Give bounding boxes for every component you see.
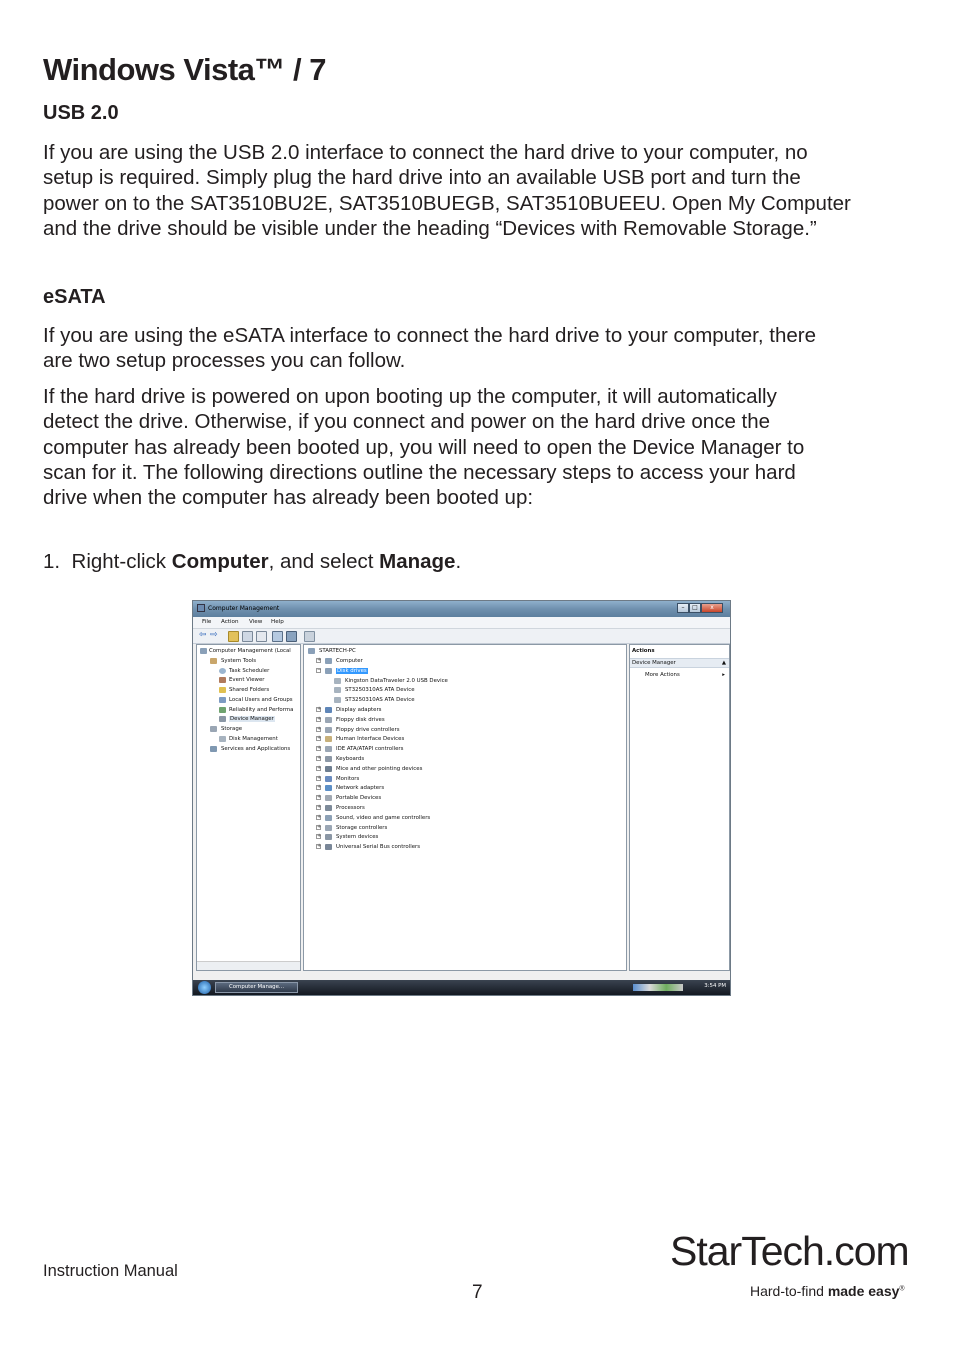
console-tree-pane (196, 644, 301, 971)
device-label: Floppy drive controllers (336, 726, 400, 733)
menu-file[interactable]: File (202, 619, 212, 625)
expand-icon[interactable]: + (317, 823, 322, 830)
menu-bar (193, 617, 730, 629)
close-icon[interactable]: x (701, 603, 723, 613)
page-heading: Windows Vista™ / 7 (43, 52, 326, 87)
expand-icon[interactable]: + (317, 735, 322, 742)
text-line: If you are using the eSATA interface to connect the hard drive to your computer, there (43, 324, 816, 347)
text-line: detect the drive. Otherwise, if you connect and power on the hard drive once the (43, 410, 771, 434)
device-category[interactable] (316, 765, 422, 773)
actions-section[interactable]: Device Manager ▲ (630, 658, 729, 668)
step-number: 1. (43, 550, 61, 573)
text-line: If you are using the USB 2.0 interface to connect the hard drive to your computer, no (43, 141, 808, 164)
device-icon (325, 844, 332, 850)
actions-pane (629, 644, 730, 971)
app-icon (197, 604, 205, 612)
device-category[interactable] (316, 706, 382, 714)
device-icon (325, 668, 332, 674)
device-category[interactable] (316, 804, 365, 812)
disk-management-icon (219, 736, 226, 742)
device-category[interactable] (316, 824, 387, 832)
expand-icon[interactable]: + (317, 764, 322, 771)
collapse-icon[interactable]: − (317, 666, 322, 673)
usb-section-title: USB 2.0 (43, 102, 119, 124)
expand-icon[interactable]: + (317, 725, 322, 732)
device-label: Sound, video and game controllers (336, 814, 431, 821)
expand-icon[interactable]: + (317, 715, 322, 722)
text-line: If the hard drive is powered on upon booting up the computer, it will automatically (43, 385, 777, 408)
device-category[interactable] (316, 833, 378, 841)
tray-icons[interactable] (633, 984, 683, 991)
tree-item[interactable]: Shared Folders (213, 686, 269, 694)
usb-paragraph (43, 140, 913, 241)
device-label: System devices (336, 834, 379, 841)
device-label: ST3250310AS ATA Device (345, 687, 415, 694)
expand-icon[interactable]: + (317, 755, 322, 761)
footer-manual-label: Instruction Manual (43, 1262, 178, 1280)
tree-item[interactable]: Local Users and Groups (213, 696, 293, 704)
back-arrow-icon[interactable]: ⇦ (199, 630, 207, 640)
device-icon (325, 785, 332, 791)
taskbar (193, 980, 730, 995)
step-text: Right-click (71, 550, 172, 573)
device-label: Processors (336, 805, 365, 811)
device-category[interactable] (316, 794, 381, 802)
tree-item[interactable]: Storage (203, 725, 242, 733)
tools-icon (210, 658, 217, 664)
submenu-arrow-icon: ▸ (722, 672, 725, 678)
event-viewer-icon (219, 677, 226, 683)
users-icon (219, 697, 226, 703)
up-folder-icon[interactable] (228, 631, 239, 642)
tree-item[interactable]: STARTECH-PC (308, 647, 356, 655)
device-icon (334, 697, 341, 703)
device-label: Human Interface Devices (336, 736, 405, 743)
device-category[interactable] (316, 755, 364, 763)
device-label: Monitors (336, 775, 360, 782)
menu-help[interactable]: Help (271, 619, 284, 625)
text-line: are two setup processes you can follow. (43, 349, 406, 373)
device-icon (325, 736, 332, 742)
device-label: Portable Devices (336, 795, 382, 802)
text-line: setup is required. Simply plug the hard drive into an available USB port and turn the (43, 166, 801, 190)
esata-paragraph-1 (43, 323, 913, 374)
device-icon (334, 678, 341, 684)
horizontal-scrollbar[interactable] (197, 961, 300, 970)
expand-icon[interactable]: + (317, 843, 322, 850)
device-label: ST3250310AS ATA Device (345, 697, 415, 704)
text-line: and the drive should be visible under the heading “Devices with Removable Storage.” (43, 216, 817, 240)
step-text: , and select (268, 550, 380, 573)
device-category[interactable] (316, 814, 430, 822)
device-icon (325, 815, 332, 821)
storage-icon (210, 726, 217, 732)
device-category[interactable] (316, 726, 400, 734)
disk-device-item[interactable] (334, 686, 415, 694)
expand-icon[interactable]: + (317, 745, 322, 752)
menu-action[interactable]: Action (221, 619, 239, 625)
device-icon (325, 658, 332, 664)
device-label: IDE ATA/ATAPI controllers (336, 746, 404, 753)
text-line: scan for it. The following directions outline the necessary steps to access your hard (43, 460, 796, 484)
device-icon (325, 746, 332, 752)
device-manager-icon (219, 716, 226, 722)
device-label: Keyboards (336, 756, 365, 762)
expand-icon[interactable]: + (317, 833, 322, 840)
clock-icon (219, 668, 226, 674)
tree-item[interactable]: Disk Management (213, 735, 278, 743)
device-label: Disk drives (337, 667, 367, 674)
device-icon (325, 766, 332, 772)
computer-icon (200, 648, 207, 654)
device-label: Mice and other pointing devices (336, 765, 423, 772)
tree-item[interactable]: System Tools (203, 657, 256, 665)
device-icon (334, 687, 341, 693)
disk-device-item[interactable] (334, 677, 448, 685)
expand-icon[interactable]: + (317, 657, 322, 663)
device-category[interactable] (316, 843, 420, 851)
text-line: computer has already been booted up, you will need to open the Device Manager to (43, 435, 805, 459)
device-category[interactable] (316, 716, 385, 724)
device-category[interactable] (316, 667, 368, 675)
device-icon (325, 707, 332, 713)
tree-item[interactable]: Device Manager (213, 715, 275, 723)
maximize-icon[interactable]: □ (689, 603, 701, 613)
expand-icon[interactable]: + (317, 813, 322, 820)
tree-item[interactable]: Computer Management (Local (200, 647, 291, 655)
startech-logo: StarTech.com (670, 1228, 909, 1274)
device-label: Network adapters (336, 785, 385, 792)
esata-paragraph-2 (43, 384, 913, 510)
device-icon (325, 756, 332, 762)
step-text: . (455, 550, 462, 573)
device-label: Universal Serial Bus controllers (336, 844, 421, 851)
device-icon (325, 805, 332, 811)
device-label: Kingston DataTraveler 2.0 USB Device (345, 677, 448, 684)
device-label: Display adapters (336, 707, 382, 713)
more-actions-item[interactable]: More Actions ▸ (645, 672, 725, 678)
manage-term: Manage (379, 550, 456, 573)
minimize-icon[interactable]: – (677, 603, 689, 613)
device-category[interactable] (316, 735, 404, 743)
disk-device-item[interactable] (334, 696, 415, 704)
step-1 (43, 549, 913, 574)
scan-hardware-icon[interactable] (304, 631, 315, 642)
device-category[interactable] (316, 775, 359, 783)
device-tree-pane (303, 644, 627, 971)
device-category[interactable] (316, 745, 403, 753)
device-icon (325, 776, 332, 782)
start-orb-icon[interactable] (198, 981, 211, 994)
view-icon[interactable] (286, 631, 297, 642)
help-icon[interactable] (272, 631, 283, 642)
folder-icon (219, 687, 226, 693)
computer-management-screenshot (192, 600, 731, 996)
expand-icon[interactable]: + (317, 804, 322, 810)
tree-item[interactable]: Task Scheduler (213, 667, 269, 675)
device-category[interactable] (316, 657, 363, 665)
show-tree-icon[interactable] (242, 631, 253, 642)
window-titlebar (193, 601, 730, 617)
device-label: Storage controllers (336, 824, 388, 831)
pc-icon (308, 648, 315, 654)
logo-tagline: Hard-to-find made easy® (750, 1283, 905, 1299)
device-label: Floppy disk drives (336, 716, 385, 723)
forward-arrow-icon[interactable]: ⇨ (210, 630, 218, 640)
tree-item[interactable]: Services and Applications (203, 745, 290, 753)
device-icon (325, 834, 332, 840)
device-icon (325, 717, 332, 723)
toolbar (193, 629, 730, 644)
services-icon (210, 746, 217, 752)
window-title: Computer Management (208, 605, 280, 612)
device-icon (325, 727, 332, 733)
text-line: power on to the SAT3510BU2E, SAT3510BUEGB, SAT3510BUEEU. Open My Computer (43, 191, 851, 215)
expand-icon[interactable]: + (317, 774, 322, 781)
device-category[interactable] (316, 784, 384, 792)
text-line: drive when the computer has already been booted up: (43, 486, 534, 510)
taskbar-button[interactable]: Computer Manage... (215, 982, 298, 993)
expand-icon[interactable]: + (317, 784, 322, 791)
esata-section-title: eSATA (43, 286, 106, 308)
collapse-icon: ▲ (721, 660, 726, 666)
tree-item[interactable]: Event Viewer (213, 676, 264, 684)
device-icon (325, 825, 332, 831)
menu-view[interactable]: View (249, 619, 263, 625)
performance-icon (219, 707, 226, 713)
page-number: 7 (472, 1282, 483, 1303)
device-icon (325, 795, 332, 801)
expand-icon[interactable]: + (317, 794, 322, 801)
computer-term: Computer (171, 550, 269, 573)
tree-item[interactable]: Reliability and Performa (213, 706, 293, 714)
device-label: Computer (336, 658, 363, 664)
expand-icon[interactable]: + (317, 706, 322, 712)
clock: 3:54 PM (704, 983, 726, 989)
actions-header: Actions (632, 648, 655, 654)
properties-icon[interactable] (256, 631, 267, 642)
